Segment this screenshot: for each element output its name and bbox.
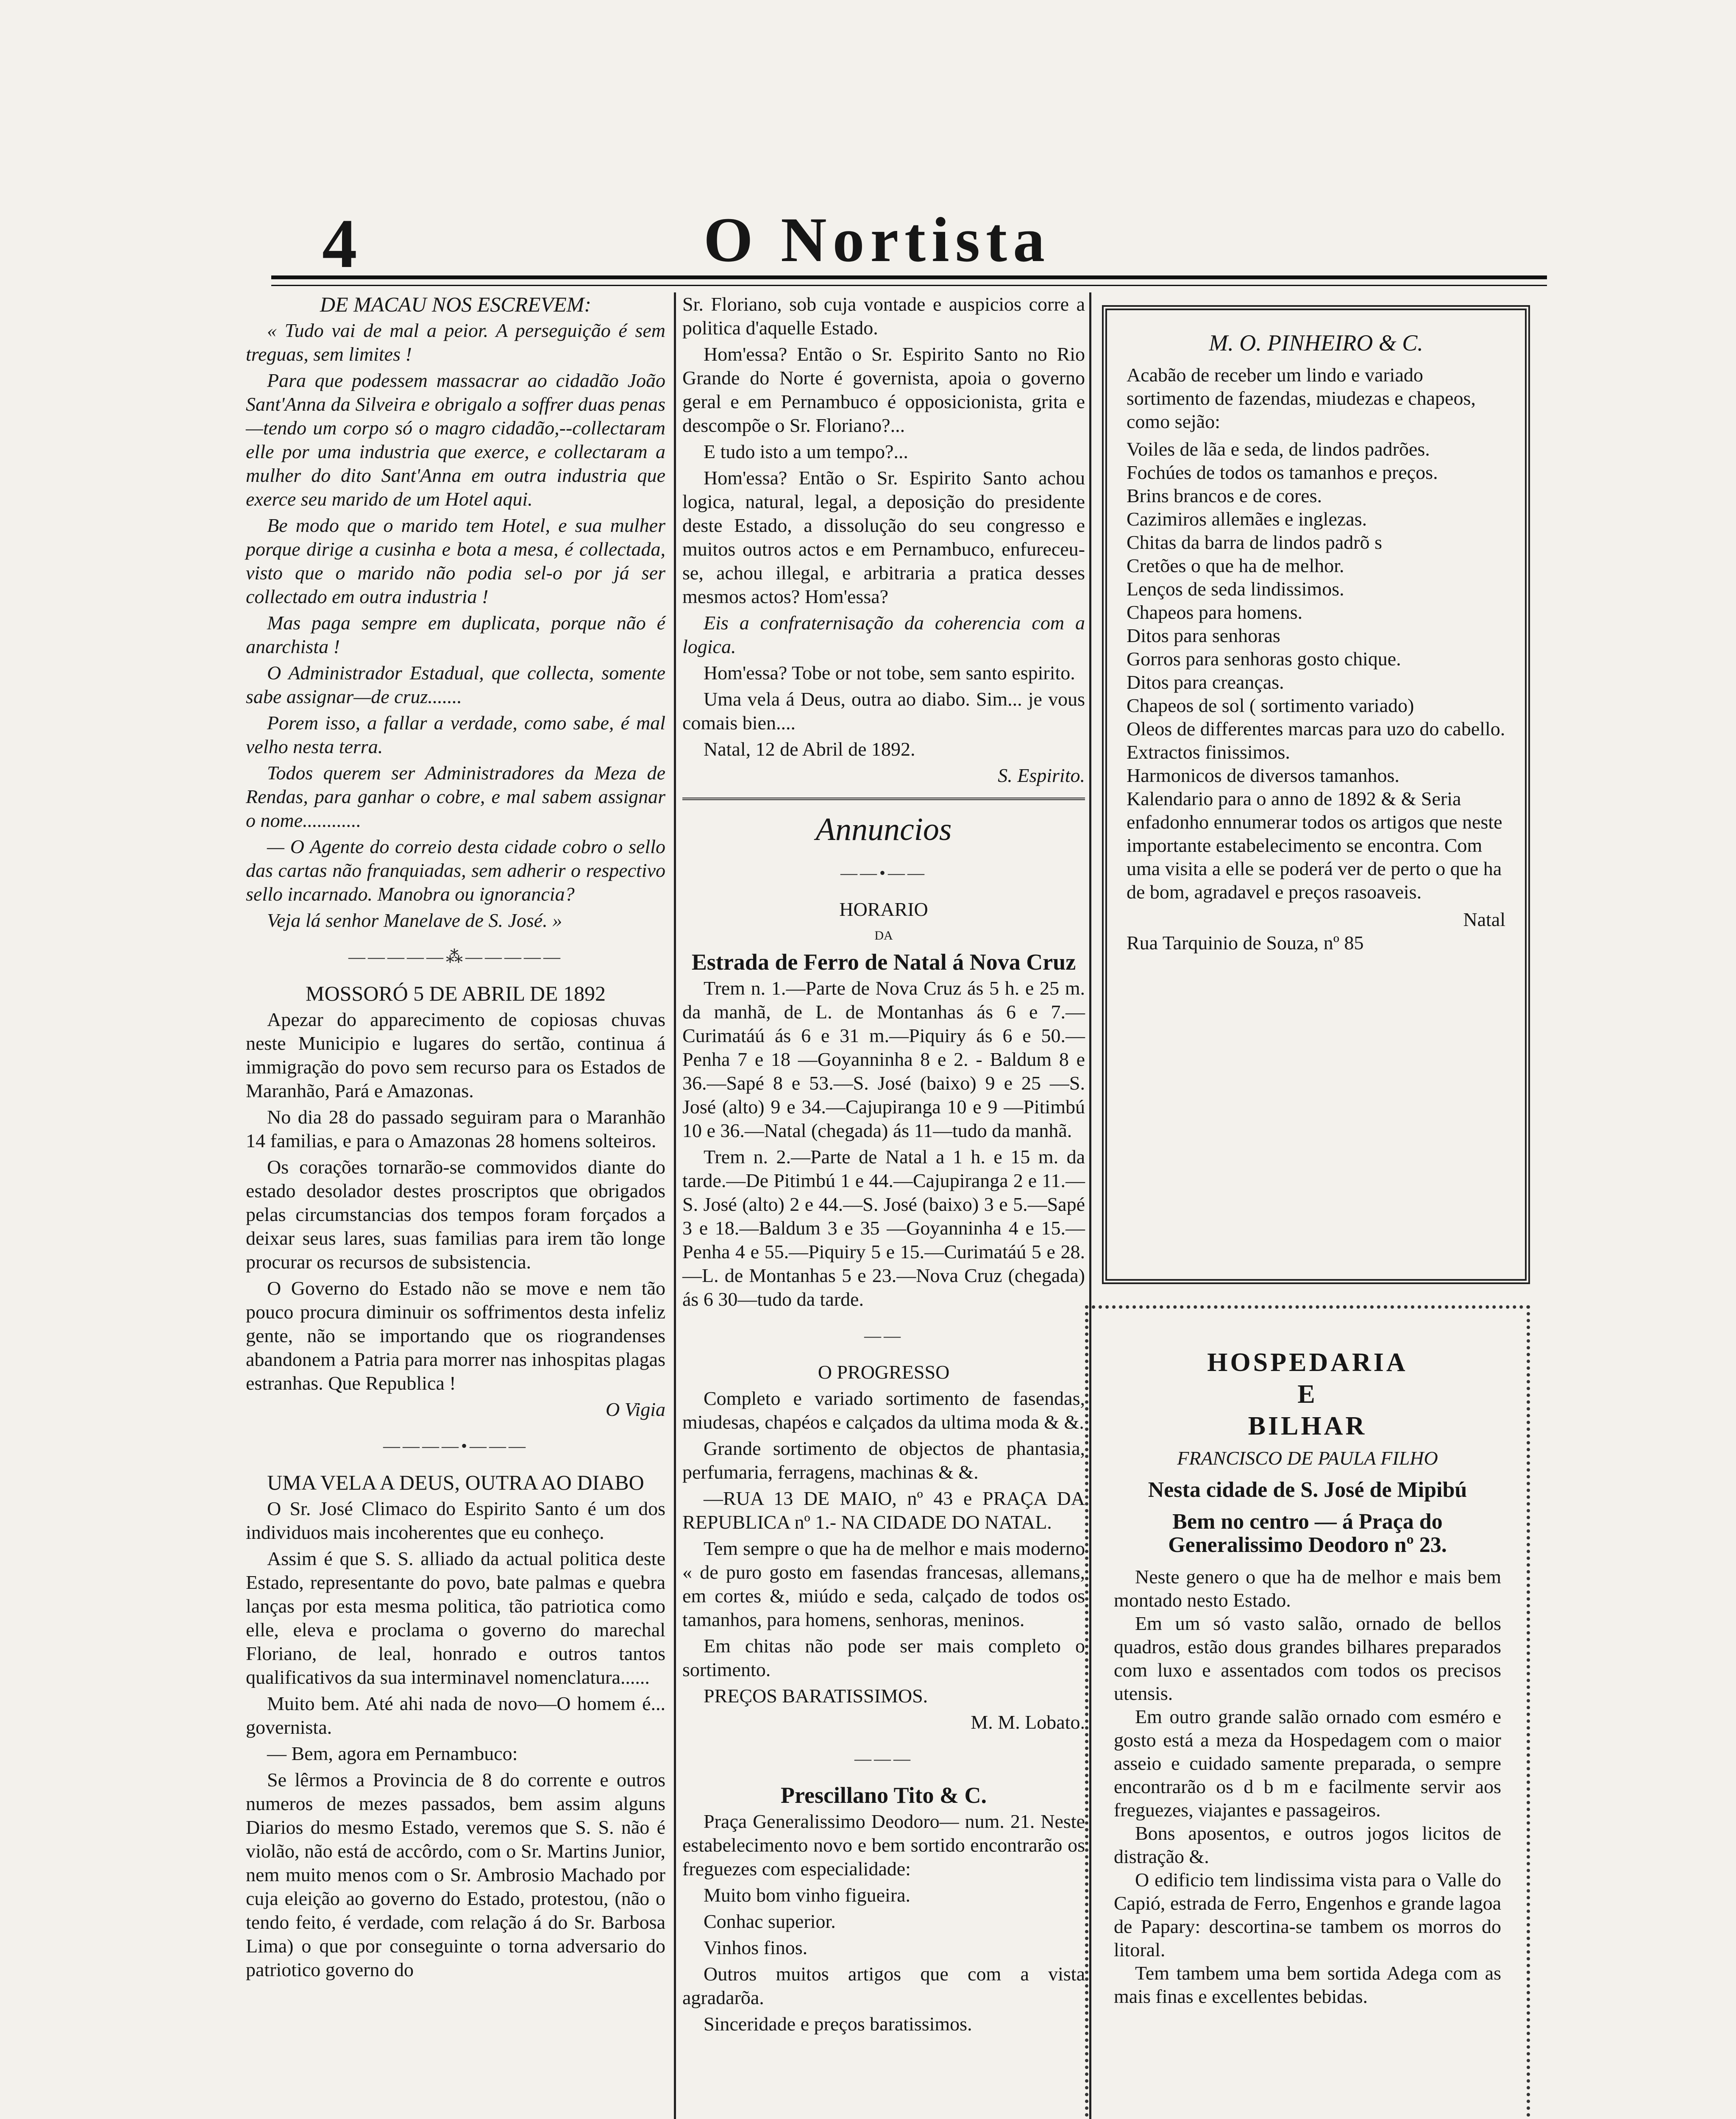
- page-number: 4: [322, 205, 357, 282]
- vela-p4: — Bem, agora em Pernambuco:: [267, 1743, 518, 1764]
- pinheiro-item: Harmonicos de diversos tamanhos.: [1127, 765, 1399, 786]
- hospedaria-advert: [1085, 1305, 1530, 2119]
- pinheiro-item: Cretões o que ha de melhor.: [1127, 555, 1344, 576]
- proprietor-name: FRANCISCO DE PAULA FILHO: [1177, 1447, 1438, 1469]
- macau-p7: Todos querem ser Administradores da Meza de Rendas, para ganhar o cobre, e mal sabem assignar o nome............: [246, 762, 665, 831]
- prescillano-p6: Sinceridade e preços baratissimos.: [704, 2013, 972, 2035]
- macau-p4: Mas paga sempre em duplicata, porque não é anarchista !: [246, 612, 665, 657]
- mossoro-p1: Apezar do apparecimento de copiosas chuvas neste Municipio e lugares do sertão, continua á immigração do povo sem recurso para os Estados de Maranhão, Pará e Amazonas.: [246, 1009, 665, 1101]
- progresso-address: —RUA 13 DE MAIO, nº 43 e PRAÇA DA REPUBLICA nº 1.- NA CIDADE DO NATAL.: [682, 1488, 1085, 1533]
- masthead-title: O Nortista: [704, 205, 1051, 275]
- vela-p1: O Sr. José Climaco do Espirito Santo é um dos individuos mais incoherentes que eu conheço.: [246, 1498, 665, 1543]
- progresso-p2: Grande sortimento de objectos de phantasia, perfumaria, ferragens, machinas & &.: [682, 1438, 1085, 1483]
- horario-heading: HORARIO: [839, 898, 928, 920]
- pinheiro-heading: M. O. PINHEIRO & C.: [1209, 330, 1423, 356]
- vela-cont-7: Uma vela á Deus, outra ao diabo. Sim... je vous comais bien....: [682, 688, 1085, 734]
- macau-p2: Para que podessem massacrar ao cidadão João Sant'Anna da Silveira e obrigalo a soffrer duas penas—tendo um corpo só o magro cidadão,--collectaram elle por uma industria que exerce, e collectaram a mulher do dito Sant'Anna em outra industria que exerce seu marido de um Hotel aqui.: [246, 370, 665, 510]
- header-rule: [271, 275, 1547, 279]
- hospedaria-p2: Em um só vasto salão, ornado de bellos quadros, estão dous grandes bilhares preparados com luxo e assentados com todos os precisos utensis.: [1114, 1613, 1501, 1704]
- pinheiro-item: Ditos para senhoras: [1127, 625, 1280, 646]
- section-rule: [682, 798, 1085, 800]
- pinheiro-item: Cazimiros allemães e inglezas.: [1127, 508, 1367, 530]
- progresso-signature: M. M. Lobato.: [971, 1711, 1085, 1733]
- vela-p3: Muito bem. Até ahi nada de novo—O homem é... governista.: [246, 1693, 665, 1738]
- trem-2-schedule: Trem n. 2.—Parte de Natal a 1 h. e 15 m. da tarde.—De Pitimbú 1 e 44.—Cajupiranga 2 e 11.—S. José (alto) 2 e 44.—S. José (baixo) 3 e 5.—Sapé 3 e 18.—Baldum 3 e 35 —Goyanninha 4 e 15.—Penha 4 e 55.—Piquiry 5 e 15.—Curimatáú 5 e 28.—L. de Montanhas 5 e 23.—Nova Cruz (chegada) ás 6 30—tudo da tarde.: [682, 1146, 1085, 1310]
- vela-cont-2: Hom'essa? Então o Sr. Espirito Santo no Rio Grande do Norte é governista, apoia o governo geral e em Pernambuco é opposicionista, grita e descompõe o Sr. Floriano?...: [682, 343, 1085, 436]
- pinheiro-item: Gorros para senhoras gosto chique.: [1127, 648, 1401, 670]
- pinheiro-advert: [1102, 305, 1530, 1284]
- bilhar-heading: BILHAR: [1248, 1412, 1367, 1440]
- prescillano-heading: Prescillano Tito & C.: [781, 1783, 987, 1808]
- progresso-p4: Tem sempre o que ha de melhor e mais moderno « de puro gosto em fasendas francesas, allemans, em cortes &, miúdo e seda, calçado de todos os tamanhos, para homens, senhoras, meninos.: [682, 1538, 1085, 1630]
- hospedaria-p1: Neste genero o que ha de melhor e mais bem montado nesto Estado.: [1114, 1566, 1501, 1611]
- mossoro-p2: No dia 28 do passado seguiram para o Maranhão 14 familias, e para o Amazonas 28 homens solteiros.: [246, 1106, 665, 1151]
- macau-p3: Be modo que o marido tem Hotel, e sua mulher porque dirige a cusinha e bota a mesa, é collectada, visto que o marido não podia sel-o por já ser collectado em outra industria !: [246, 514, 665, 607]
- column-2: [682, 292, 1085, 2038]
- ornament-divider: —————⁂—————: [348, 947, 563, 966]
- pinheiro-item: Brins brancos e de cores.: [1127, 485, 1322, 506]
- pinheiro-intro: Acabão de receber um lindo e variado sortimento de fazendas, miudezas e chapeos, como sejão:: [1127, 364, 1476, 432]
- mossoro-p4: O Governo do Estado não se move e nem tão pouco procura diminuir os soffrimentos desta infeliz gente, não se importando que os riograndenses abandonem a Patria para morrer nas inhospitas plagas estranhas. Que Republica !: [246, 1277, 665, 1394]
- vela-cont-3: E tudo isto a um tempo?...: [704, 441, 908, 462]
- location-line: Bem no centro — á Praça do Generalissimo Deodoro nº 23.: [1168, 1510, 1447, 1557]
- estrada-heading: Estrada de Ferro de Natal á Nova Cruz: [691, 949, 1076, 975]
- prescillano-p4: Vinhos finos.: [704, 1937, 808, 1958]
- pinheiro-item: Ditos para creanças.: [1127, 671, 1284, 693]
- ornament-divider-2: ————•———: [383, 1436, 528, 1455]
- mossoro-p3: Os corações tornarão-se commovidos diante do estado desolador destes proscriptos que obrigados pelas circumstancias dos tempos foram forçados a deixar seus lares, suas familias para irem tão longe procurar os recursos de subsistencia.: [246, 1156, 665, 1273]
- pinheiro-natal: Natal: [1463, 909, 1505, 930]
- prescillano-p5: Outros muitos artigos que com a vista agradarõa.: [682, 1963, 1085, 2008]
- mossoro-signature: O Vigia: [606, 1399, 665, 1420]
- macau-p9: Veja lá senhor Manelave de S. José. »: [267, 909, 562, 931]
- page-header: [271, 203, 1119, 282]
- annuncios-heading: Annuncios: [815, 812, 952, 847]
- pinheiro-address: Rua Tarquinio de Souza, nº 85: [1127, 932, 1364, 954]
- progresso-p1: Completo e variado sortimento de fasendas, miudesas, chapéos e calçados da ultima moda & &.: [682, 1388, 1085, 1433]
- pinheiro-item: Chapeos de sol ( sortimento variado): [1127, 695, 1414, 716]
- header-rule-thin: [271, 285, 1547, 286]
- vela-signature: S. Espirito.: [998, 765, 1085, 786]
- pinheiro-item: Voiles de lãa e seda, de lindos padrões.: [1127, 438, 1430, 460]
- macau-p5: O Administrador Estadual, que collecta, somente sabe assignar—de cruz.......: [246, 662, 665, 707]
- column-divider-1: [674, 292, 676, 2119]
- horario-da: DA: [874, 929, 893, 943]
- vela-p5: Se lêrmos a Provincia de 8 do corrente e outros numeros de mezes passados, bem assim alguns Diarios do mesmo Estado, veremos que S. S. não é violão, não está de accôrdo, com o Sr. Martins Junior, nem muito menos com o Sr. Ambrosio Machado por cuja eleição ao governo do Estado, protestou, (não o tendo feito, é verdade, com relação á do Sr. Barbosa Lima) o que por conseguinte o torna adversario do patriotico governo do: [246, 1769, 665, 1980]
- macau-p1: « Tudo vai de mal a peior. A perseguição é sem treguas, sem limites !: [246, 320, 665, 365]
- city-line: Nesta cidade de S. José de Mipibú: [1148, 1478, 1467, 1502]
- vela-cont-4: Hom'essa? Então o Sr. Espirito Santo achou logica, natural, legal, a deposição do presidente deste Estado, a dissolução do seu congresso e muitos outros actos e em Pernambuco, enfureceu-se, achou illegal, e arbitraria a pratica desses mesmos actos? Hom'essa?: [682, 467, 1085, 607]
- vela-p2: Assim é que S. S. alliado da actual politica deste Estado, representante do povo, bate palmas e quebra lanças por esta mesma politica, tão patriotica como elle, eleva e proclama o governo do marechal Floriano, de leal, honrado e outros tantos qualificativos da sua interminavel nomenclatura......: [246, 1548, 665, 1688]
- column-1: [246, 292, 665, 1984]
- pinheiro-item: Extractos finissimos.: [1127, 741, 1290, 763]
- pinheiro-item: Kalendario para o anno de 1892 & & Seria enfadonho ennumerar todos os artigos que neste importante estabelecimento se encontra. Com uma visita a elle se poderá ver de perto o que ha de bom, agradavel e preços rasoaveis.: [1127, 788, 1502, 903]
- hospedaria-p5: O edificio tem lindissima vista para o Valle do Capió, estrada de Ferro, Engenhos e grande lagoa de Papary: descortina-se tambem os morros do litoral.: [1114, 1869, 1501, 1960]
- trem-1-schedule: Trem n. 1.—Parte de Nova Cruz ás 5 h. e 25 m. da manhã, de L. de Montanhas ás 6 e 7.—Curimatáú ás 6 e 31 m.—Piquiry ás 6 e 50.— Penha 7 e 18 —Goyanninha 8 e 2. - Baldum 8 e 36.—Sapé 8 e 53.—S. José (baixo) 9 e 25 —S. José (alto) 9 e 34.—Cajupiranga 10 e 9 —Pitimbú 10 e 36.—Natal (chegada) ás 11—tudo da manhã.: [682, 977, 1085, 1141]
- vela-cont-1: Sr. Floriano, sob cuja vontade e auspicios corre a politica d'aquelle Estado.: [682, 293, 1085, 339]
- hospedaria-p4: Bons aposentos, e outros jogos licitos de distração &.: [1114, 1822, 1501, 1867]
- mossoro-heading: MOSSORÓ 5 DE ABRIL DE 1892: [306, 982, 606, 1005]
- pinheiro-item: Chitas da barra de lindos padrõ s: [1127, 531, 1382, 553]
- vela-dateline: Natal, 12 de Abril de 1892.: [704, 738, 915, 760]
- vela-cont-5: Eis a confraternisação da coherencia com a logica.: [682, 612, 1085, 657]
- pinheiro-item: Fochúes de todos os tamanhos e preços.: [1127, 462, 1438, 483]
- pinheiro-item: Oleos de differentes marcas para uzo do cabello.: [1127, 718, 1505, 740]
- macau-p6: Porem isso, a fallar a verdade, como sabe, é mal velho nesta terra.: [246, 712, 665, 757]
- ornament-divider-5: ———: [854, 1749, 913, 1768]
- hospedaria-e: E: [1297, 1380, 1318, 1409]
- ornament-divider-3: ——•——: [840, 863, 927, 882]
- ornament-divider-4: ——: [864, 1326, 903, 1345]
- hospedaria-heading: HOSPEDARIA: [1207, 1348, 1408, 1377]
- vela-heading: UMA VELA A DEUS, OUTRA AO DIABO: [267, 1471, 644, 1494]
- hospedaria-p3: Em outro grande salão ornado com esméro e gosto está a meza da Hospedagem com o maior asseio e cuidado samente preparada, o sempre encontrarão os d b m e facilmente servir aos freguezes, viajantes e passageiros.: [1114, 1706, 1501, 1821]
- macau-heading: DE MACAU NOS ESCREVEM:: [320, 292, 592, 316]
- progresso-p5: Em chitas não pode ser mais completo o sortimento.: [682, 1635, 1085, 1680]
- prescillano-p1: Praça Generalissimo Deodoro— num. 21. Neste estabelecimento novo e bem sortido encontrarão os freguezes com especialidade:: [682, 1810, 1085, 1880]
- macau-letter: [246, 319, 665, 932]
- prescillano-p3: Conhac superior.: [704, 1910, 836, 1932]
- vela-cont-6: Hom'essa? Tobe or not tobe, sem santo espirito.: [704, 662, 1075, 684]
- pinheiro-item: Lenços de seda lindissimos.: [1127, 578, 1344, 600]
- progresso-precos: PREÇOS BARATISSIMOS.: [704, 1685, 928, 1707]
- progresso-heading: O PROGRESSO: [818, 1361, 950, 1383]
- macau-p8: — O Agente do correio desta cidade cobro o sello das cartas não franquiadas, sem adherir o respectivo sello incarnado. Manobra ou ignorancia?: [246, 836, 665, 905]
- hospedaria-p6: Tem tambem uma bem sortida Adega com as mais finas e excellentes bebidas.: [1114, 1962, 1501, 2007]
- pinheiro-item: Chapeos para homens.: [1127, 601, 1303, 623]
- prescillano-p2: Muito bom vinho figueira.: [704, 1884, 911, 1906]
